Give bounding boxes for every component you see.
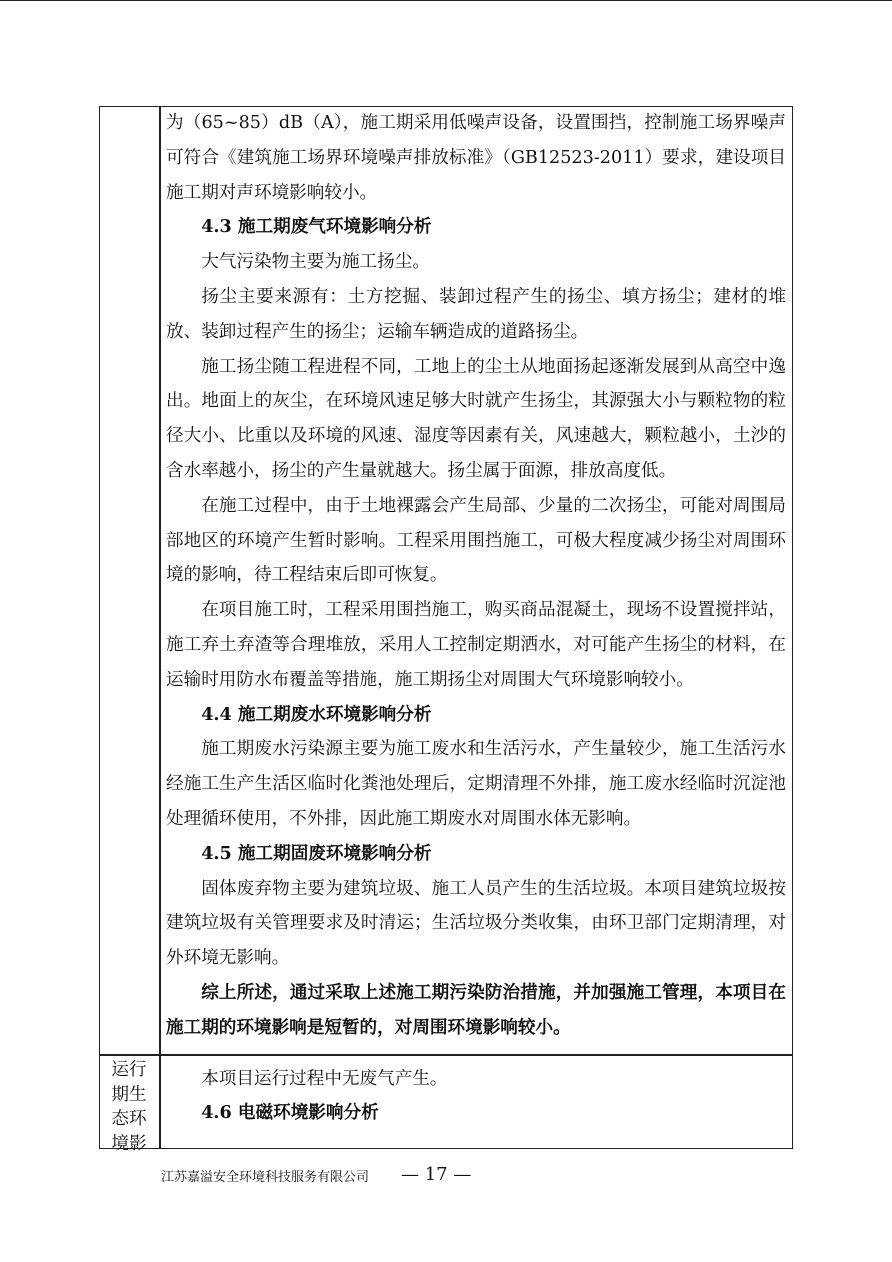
side-label-operation-ecology xyxy=(99,1056,159,1156)
company-name: 江苏嘉溢安全环境科技服务有限公司 xyxy=(161,1170,370,1185)
section-4-4-p1: 施工期废水污染源主要为施工废水和生活污水，产生量较少，施工生活污水经施工生产生活区临时化粪池处理后，定期清理不外排，施工废水经临时沉淀池处理循环使用，不外排，因此施工期废水对周围水体无影响。 xyxy=(166,739,786,829)
noise-continuation: 为（65~85）dB（A），施工期采用低噪声设备，设置围挡，控制施工场界噪声可符合《建筑施工场界环境噪声排放标准》（GB12523-2011）要求，建设项目施工期对声环境影响较小。 xyxy=(166,113,786,203)
operation-impact-cell xyxy=(166,1062,786,1131)
section-4-3-p3: 施工扬尘随工程进程不同，工地上的尘土从地面扬起逐渐发展到从高空中逸出。地面上的灰尘，在环境风速足够大时就产生扬尘，其源强大小与颗粒物的粒径大小、比重以及环境的风速、湿度等因素有关，风速越大，颗粒越小，土沙的含水率越小，扬尘的产生量就越大。扬尘属于面源，排放高度低。 xyxy=(166,356,786,481)
side-label-line: 运行 xyxy=(111,1060,147,1080)
construction-impact-cell xyxy=(166,106,786,1046)
operation-p1: 本项目运行过程中无废气产生。 xyxy=(201,1069,448,1089)
summary-paragraph: 综上所述，通过采取上述施工期污染防治措施，并加强施工管理，本项目在施工期的环境影响是短暂的，对周围环境影响较小。 xyxy=(166,981,786,1038)
side-label-line: 态环 xyxy=(111,1109,147,1130)
side-label-line: 境影 xyxy=(111,1133,147,1154)
section-4-3-p4: 在施工过程中，由于土地裸露会产生局部、少量的二次扬尘，可能对周围局部地区的环境产生暂时影响。工程采用围挡施工，可极大程度减少扬尘对周围环境的影响，待工程结束后即可恢复。 xyxy=(166,495,786,586)
section-4-5-heading: 4.5 施工期固废环境影响分析 xyxy=(201,842,432,864)
section-4-3-p5: 在项目施工时，工程采用围挡施工，购买商品混凝土，现场不设置搅拌站，施工弃土弃渣等合理堆放，采用人工控制定期洒水，对可能产生扬尘的材料，在运输时用防水布覆盖等措施，施工期扬尘对周围大气环境影响较小。 xyxy=(166,600,786,690)
page-number: — 17 — xyxy=(401,1164,472,1185)
page-footer xyxy=(161,1164,721,1194)
section-4-3-heading: 4.3 施工期废气环境影响分析 xyxy=(201,216,432,238)
top-rule xyxy=(0,0,892,1)
section-4-6-heading: 4.6 电磁环境影响分析 xyxy=(201,1102,379,1123)
section-4-4-heading: 4.4 施工期废水环境影响分析 xyxy=(201,703,432,725)
row-divider xyxy=(99,1054,793,1056)
column-divider xyxy=(159,106,161,1149)
side-label-line: 期生 xyxy=(111,1084,147,1105)
section-4-3-p1: 大气污染物主要为施工扬尘。 xyxy=(201,252,430,273)
section-4-3-p2: 扬尘主要来源有：土方挖掘、装卸过程产生的扬尘、填方扬尘；建材的堆放、装卸过程产生的扬尘；运输车辆造成的道路扬尘。 xyxy=(166,286,786,342)
section-4-5-p1: 固体废弃物主要为建筑垃圾、施工人员产生的生活垃圾。本项目建筑垃圾按建筑垃圾有关管理要求及时清运；生活垃圾分类收集，由环卫部门定期清理，对外环境无影响。 xyxy=(166,878,786,969)
